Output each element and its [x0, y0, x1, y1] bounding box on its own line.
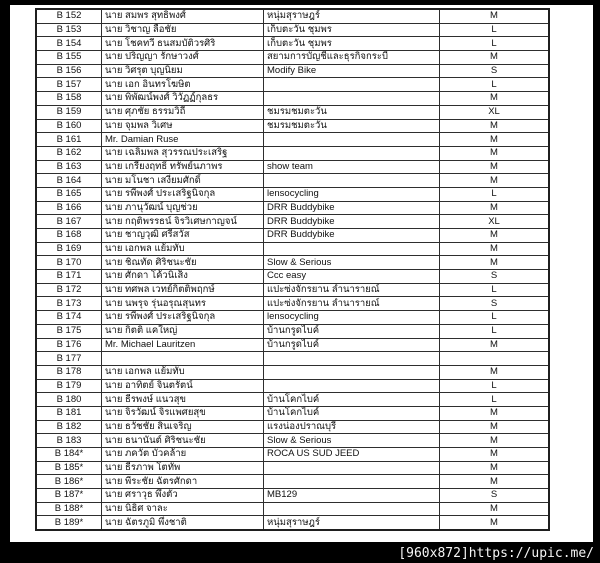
rider-name-cell: นาย ธีรพงษ์ แนวสุข: [102, 393, 264, 407]
team-cell: [264, 133, 440, 147]
team-cell: [264, 475, 440, 489]
size-cell: L: [440, 37, 550, 51]
size-cell: M: [440, 406, 550, 420]
rider-name-cell: นาย ธีรภาพ โตทัพ: [102, 461, 264, 475]
rider-id-cell: B 180: [36, 393, 102, 407]
rider-id-cell: B 175: [36, 324, 102, 338]
rider-id-cell: B 189*: [36, 516, 102, 530]
size-cell: M: [440, 434, 550, 448]
rider-id-cell: B 159: [36, 105, 102, 119]
table-row: [36, 174, 549, 188]
rider-name-cell: นาย ธนานันต์ ศิริชนะชัย: [102, 434, 264, 448]
size-cell: S: [440, 297, 550, 311]
rider-name-cell: นาย ปริญญา รักษาวงศ์: [102, 51, 264, 65]
team-cell: [264, 379, 440, 393]
team-cell: lensocycling: [264, 187, 440, 201]
rider-name-cell: นาย วิชาญ ลือชัย: [102, 23, 264, 37]
table-row: [36, 475, 549, 489]
rider-id-cell: B 160: [36, 119, 102, 133]
size-cell: M: [440, 475, 550, 489]
size-cell: L: [440, 283, 550, 297]
rider-name-cell: นาย พีระชัย ฉัตรศักดา: [102, 475, 264, 489]
team-cell: Modify Bike: [264, 64, 440, 78]
table-row: [36, 229, 549, 243]
size-cell: M: [440, 9, 550, 23]
team-cell: แปะซ่งจักรยาน ลำนารายณ์: [264, 283, 440, 297]
rider-id-cell: B 158: [36, 92, 102, 106]
document-page: [10, 5, 593, 542]
rider-name-cell: นาย ธวัชชัย สินเจริญ: [102, 420, 264, 434]
table-row: [36, 311, 549, 325]
rider-id-cell: B 171: [36, 270, 102, 284]
team-cell: MB129: [264, 489, 440, 503]
rider-name-cell: นาย รพีพงศ์ ประเสริฐนิจกุล: [102, 187, 264, 201]
table-row: [36, 133, 549, 147]
table-row: [36, 434, 549, 448]
team-cell: [264, 92, 440, 106]
team-cell: Slow & Serious: [264, 434, 440, 448]
rider-name-cell: นาย มโนชา เสงี่ยมศักดิ์: [102, 174, 264, 188]
size-cell: S: [440, 270, 550, 284]
table-row: [36, 297, 549, 311]
team-cell: เก็บตะวัน ชุมพร: [264, 37, 440, 51]
size-cell: M: [440, 119, 550, 133]
rider-id-cell: B 152: [36, 9, 102, 23]
team-cell: DRR Buddybike: [264, 215, 440, 229]
rider-name-cell: นาย ทศพล เวทย์กิตติพฤกษ์: [102, 283, 264, 297]
size-cell: M: [440, 160, 550, 174]
size-cell: M: [440, 338, 550, 352]
size-cell: M: [440, 174, 550, 188]
table-row: [36, 215, 549, 229]
table-row: [36, 187, 549, 201]
team-cell: ชมรมชมตะวัน: [264, 119, 440, 133]
rider-id-cell: B 164: [36, 174, 102, 188]
rider-id-cell: B 187*: [36, 489, 102, 503]
size-cell: M: [440, 256, 550, 270]
watermark-text: [960x872]https://upic.me/: [398, 546, 594, 561]
team-cell: หนุ่มสุราษฎร์: [264, 9, 440, 23]
table-row: [36, 92, 549, 106]
table-row: [36, 489, 549, 503]
rider-name-cell: นาย พิพัฒน์พงศ์ วิวัฏฏ์กุลธร: [102, 92, 264, 106]
team-cell: show team: [264, 160, 440, 174]
size-cell: L: [440, 23, 550, 37]
table-row: [36, 365, 549, 379]
rider-id-cell: B 163: [36, 160, 102, 174]
table-row: [36, 119, 549, 133]
table-row: [36, 270, 549, 284]
rider-name-cell: นาย เอกพล แย้มทับ: [102, 365, 264, 379]
rider-name-cell: นาย ชาญวุฒิ ศรีสวัส: [102, 229, 264, 243]
table-row: [36, 201, 549, 215]
rider-id-cell: B 167: [36, 215, 102, 229]
size-cell: M: [440, 502, 550, 516]
size-cell: M: [440, 242, 550, 256]
rider-name-cell: นาย โชคทวี ธนสมบัติวรศิริ: [102, 37, 264, 51]
watermark-band: [0, 542, 600, 563]
rider-name-cell: นาย อาทิตย์ จินตรัตน์: [102, 379, 264, 393]
table-row: [36, 352, 549, 366]
team-cell: ชมรมชมตะวัน: [264, 105, 440, 119]
team-cell: Slow & Serious: [264, 256, 440, 270]
rider-name-cell: นาย สมพร สุทธิพงศ์: [102, 9, 264, 23]
rider-name-cell: นาย ภควัต บัวคล้าย: [102, 448, 264, 462]
rider-name-cell: นาย จิรวัฒน์ จิรแพศยสุข: [102, 406, 264, 420]
size-cell: M: [440, 420, 550, 434]
team-cell: [264, 242, 440, 256]
rider-id-cell: B 186*: [36, 475, 102, 489]
rider-id-cell: B 172: [36, 283, 102, 297]
rider-id-cell: B 179: [36, 379, 102, 393]
table-row: [36, 283, 549, 297]
rider-id-cell: B 165: [36, 187, 102, 201]
rider-id-cell: B 188*: [36, 502, 102, 516]
rider-id-cell: B 181: [36, 406, 102, 420]
rider-id-cell: B 157: [36, 78, 102, 92]
team-cell: Ccc easy: [264, 270, 440, 284]
team-cell: [264, 352, 440, 366]
rider-id-cell: B 153: [36, 23, 102, 37]
team-cell: DRR Buddybike: [264, 201, 440, 215]
size-cell: M: [440, 229, 550, 243]
team-cell: [264, 502, 440, 516]
table-row: [36, 160, 549, 174]
table-row: [36, 406, 549, 420]
rider-name-cell: นาย กิตติ แคใหญ่: [102, 324, 264, 338]
table-row: [36, 502, 549, 516]
team-cell: เก็บตะวัน ชุมพร: [264, 23, 440, 37]
rider-name-cell: นาย ชิณทัด ศิริชนะชัย: [102, 256, 264, 270]
table-row: [36, 64, 549, 78]
size-cell: L: [440, 187, 550, 201]
size-cell: M: [440, 448, 550, 462]
roster-table-body: [36, 9, 549, 530]
size-cell: M: [440, 365, 550, 379]
rider-name-cell: นาย รพีพงศ์ ประเสริฐนิจกุล: [102, 311, 264, 325]
rider-id-cell: B 182: [36, 420, 102, 434]
rider-name-cell: นาย ภานุวัฒน์ บุญช่วย: [102, 201, 264, 215]
size-cell: S: [440, 64, 550, 78]
rider-id-cell: B 178: [36, 365, 102, 379]
table-row: [36, 461, 549, 475]
table-row: [36, 448, 549, 462]
table-row: [36, 379, 549, 393]
team-cell: บ้านกรูดไบค์: [264, 338, 440, 352]
rider-name-cell: นาย ศักดา โค้วนิเส็ง: [102, 270, 264, 284]
rider-id-cell: B 154: [36, 37, 102, 51]
rider-name-cell: นาย ศราวุธ พึ่งตัว: [102, 489, 264, 503]
size-cell: S: [440, 489, 550, 503]
size-cell: L: [440, 379, 550, 393]
team-cell: [264, 174, 440, 188]
table-row: [36, 256, 549, 270]
rider-name-cell: นาย กฤติพรรธน์ จิรวิเศษกาญจน์: [102, 215, 264, 229]
table-row: [36, 338, 549, 352]
table-row: [36, 78, 549, 92]
table-row: [36, 420, 549, 434]
team-cell: หนุ่มสุราษฎร์: [264, 516, 440, 530]
rider-name-cell: นาย เอกพล แย้มทับ: [102, 242, 264, 256]
table-row: [36, 23, 549, 37]
table-row: [36, 516, 549, 530]
rider-name-cell: นาย ศุภชัย ธรรมวิถี: [102, 105, 264, 119]
size-cell: M: [440, 51, 550, 65]
rider-id-cell: B 166: [36, 201, 102, 215]
size-cell: L: [440, 311, 550, 325]
table-row: [36, 146, 549, 160]
rider-name-cell: Mr. Damian Ruse: [102, 133, 264, 147]
team-cell: [264, 146, 440, 160]
rider-id-cell: B 185*: [36, 461, 102, 475]
size-cell: L: [440, 78, 550, 92]
table-row: [36, 105, 549, 119]
size-cell: M: [440, 461, 550, 475]
team-cell: [264, 365, 440, 379]
table-row: [36, 9, 549, 23]
size-cell: M: [440, 92, 550, 106]
rider-id-cell: B 174: [36, 311, 102, 325]
table-row: [36, 51, 549, 65]
table-row: [36, 37, 549, 51]
size-cell: M: [440, 201, 550, 215]
rider-id-cell: B 176: [36, 338, 102, 352]
table-row: [36, 324, 549, 338]
rider-id-cell: B 184*: [36, 448, 102, 462]
rider-id-cell: B 177: [36, 352, 102, 366]
team-cell: บ้านโคกไบค์: [264, 406, 440, 420]
rider-id-cell: B 162: [36, 146, 102, 160]
rider-name-cell: Mr. Michael Lauritzen: [102, 338, 264, 352]
team-cell: [264, 461, 440, 475]
size-cell: [440, 352, 550, 366]
size-cell: M: [440, 516, 550, 530]
rider-name-cell: นาย นิธิศ จาละ: [102, 502, 264, 516]
rider-id-cell: B 183: [36, 434, 102, 448]
size-cell: M: [440, 146, 550, 160]
rider-id-cell: B 155: [36, 51, 102, 65]
size-cell: XL: [440, 215, 550, 229]
rider-id-cell: B 170: [36, 256, 102, 270]
table-row: [36, 393, 549, 407]
size-cell: XL: [440, 105, 550, 119]
rider-name-cell: [102, 352, 264, 366]
team-cell: DRR Buddybike: [264, 229, 440, 243]
rider-name-cell: นาย ฉัตรภูมิ พึ่งชาติ: [102, 516, 264, 530]
rider-id-cell: B 168: [36, 229, 102, 243]
team-cell: lensocycling: [264, 311, 440, 325]
size-cell: M: [440, 133, 550, 147]
team-cell: [264, 78, 440, 92]
team-cell: สยามการบัญชีและธุรกิจกระบี่: [264, 51, 440, 65]
team-cell: ROCA US SUD JEED: [264, 448, 440, 462]
rider-id-cell: B 173: [36, 297, 102, 311]
rider-name-cell: นาย นพรุจ รุ่นอรุณสุนทร: [102, 297, 264, 311]
rider-name-cell: นาย จุมพล วิเศษ: [102, 119, 264, 133]
team-cell: บ้านกรูดไบค์: [264, 324, 440, 338]
rider-id-cell: B 169: [36, 242, 102, 256]
rider-name-cell: นาย วิศรุต บุญนิยม: [102, 64, 264, 78]
rider-name-cell: นาย เกรียงฤทธิ์ ทรัพย์นภาพร: [102, 160, 264, 174]
rider-name-cell: นาย เอก อินทรโฆษิต: [102, 78, 264, 92]
rider-name-cell: นาย เฉลิมพล สุวรรณประเสริฐ: [102, 146, 264, 160]
rider-id-cell: B 161: [36, 133, 102, 147]
table-row: [36, 242, 549, 256]
team-cell: แปะซ่งจักรยาน ลำนารายณ์: [264, 297, 440, 311]
size-cell: L: [440, 393, 550, 407]
size-cell: L: [440, 324, 550, 338]
rider-roster-table: [35, 8, 550, 531]
team-cell: บ้านโคกไบค์: [264, 393, 440, 407]
team-cell: แรงน่องปราณบุรี: [264, 420, 440, 434]
rider-id-cell: B 156: [36, 64, 102, 78]
